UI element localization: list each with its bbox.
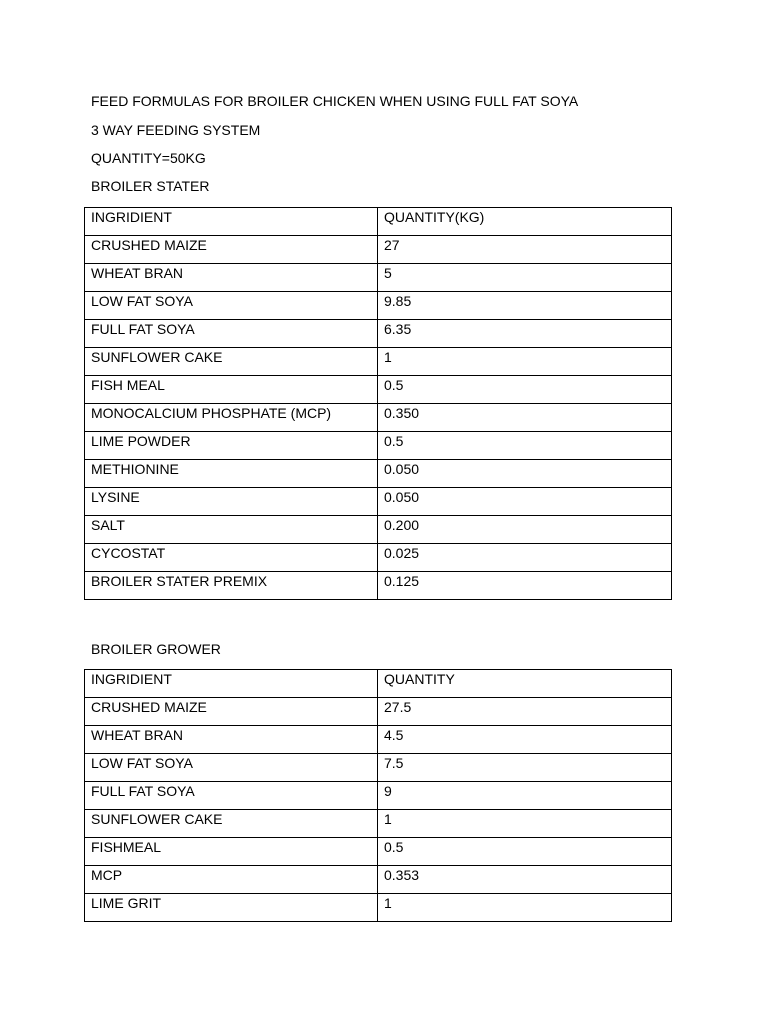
ingredient-cell: FULL FAT SOYA	[85, 782, 378, 810]
table-row	[85, 320, 672, 348]
quantity-cell: 0.5	[378, 838, 672, 866]
ingredient-cell: FISHMEAL	[85, 838, 378, 866]
table-row	[85, 264, 672, 292]
ingredient-cell: LIME POWDER	[85, 432, 378, 460]
quantity-cell: 1	[378, 348, 672, 376]
ingredient-cell: WHEAT BRAN	[85, 726, 378, 754]
ingredient-cell: FISH MEAL	[85, 376, 378, 404]
table-row	[85, 460, 672, 488]
ingredient-cell: WHEAT BRAN	[85, 264, 378, 292]
feeding-system-line: 3 WAY FEEDING SYSTEM	[91, 122, 261, 138]
quantity-cell: 0.025	[378, 544, 672, 572]
grower-table-body	[85, 670, 672, 922]
quantity-cell: 0.200	[378, 516, 672, 544]
quantity-cell: 0.5	[378, 432, 672, 460]
quantity-cell: 4.5	[378, 726, 672, 754]
quantity-cell: 27	[378, 236, 672, 264]
table-row	[85, 782, 672, 810]
table-row	[85, 432, 672, 460]
ingredient-cell: LIME GRIT	[85, 894, 378, 922]
table-row	[85, 404, 672, 432]
table-row	[85, 838, 672, 866]
ingredient-header: INGRIDIENT	[85, 208, 378, 236]
table-row	[85, 726, 672, 754]
ingredient-cell: CRUSHED MAIZE	[85, 236, 378, 264]
quantity-cell: 0.5	[378, 376, 672, 404]
table-row	[85, 488, 672, 516]
ingredient-cell: LYSINE	[85, 488, 378, 516]
quantity-cell: 0.050	[378, 488, 672, 516]
table-row	[85, 894, 672, 922]
grower-heading: BROILER GROWER	[91, 641, 221, 657]
ingredient-cell: SUNFLOWER CAKE	[85, 810, 378, 838]
ingredient-cell: LOW FAT SOYA	[85, 292, 378, 320]
quantity-cell: 1	[378, 810, 672, 838]
table-row	[85, 754, 672, 782]
ingredient-header: INGRIDIENT	[85, 670, 378, 698]
starter-heading: BROILER STATER	[91, 178, 210, 194]
quantity-cell: 5	[378, 264, 672, 292]
quantity-line: QUANTITY=50KG	[91, 150, 206, 166]
quantity-header: QUANTITY(KG)	[378, 208, 672, 236]
table-row	[85, 292, 672, 320]
ingredient-cell: MONOCALCIUM PHOSPHATE (MCP)	[85, 404, 378, 432]
ingredient-cell: METHIONINE	[85, 460, 378, 488]
table-row	[85, 810, 672, 838]
ingredient-cell: LOW FAT SOYA	[85, 754, 378, 782]
quantity-cell: 0.125	[378, 572, 672, 600]
table-header-row	[85, 208, 672, 236]
table-row	[85, 376, 672, 404]
table-row	[85, 866, 672, 894]
quantity-header: QUANTITY	[378, 670, 672, 698]
ingredient-cell: MCP	[85, 866, 378, 894]
table-row	[85, 544, 672, 572]
table-row	[85, 236, 672, 264]
table-header-row	[85, 670, 672, 698]
table-row	[85, 516, 672, 544]
ingredient-cell: SUNFLOWER CAKE	[85, 348, 378, 376]
quantity-cell: 7.5	[378, 754, 672, 782]
starter-table-body	[85, 208, 672, 600]
ingredient-cell: CRUSHED MAIZE	[85, 698, 378, 726]
quantity-cell: 0.050	[378, 460, 672, 488]
starter-table	[84, 207, 672, 600]
quantity-cell: 0.353	[378, 866, 672, 894]
quantity-cell: 9.85	[378, 292, 672, 320]
quantity-cell: 6.35	[378, 320, 672, 348]
ingredient-cell: SALT	[85, 516, 378, 544]
table-row	[85, 348, 672, 376]
table-row	[85, 572, 672, 600]
quantity-cell: 27.5	[378, 698, 672, 726]
ingredient-cell: CYCOSTAT	[85, 544, 378, 572]
ingredient-cell: BROILER STATER PREMIX	[85, 572, 378, 600]
quantity-cell: 9	[378, 782, 672, 810]
quantity-cell: 0.350	[378, 404, 672, 432]
quantity-cell: 1	[378, 894, 672, 922]
document-title: FEED FORMULAS FOR BROILER CHICKEN WHEN USING FULL FAT SOYA	[91, 93, 579, 109]
table-row	[85, 698, 672, 726]
grower-table	[84, 669, 672, 922]
ingredient-cell: FULL FAT SOYA	[85, 320, 378, 348]
